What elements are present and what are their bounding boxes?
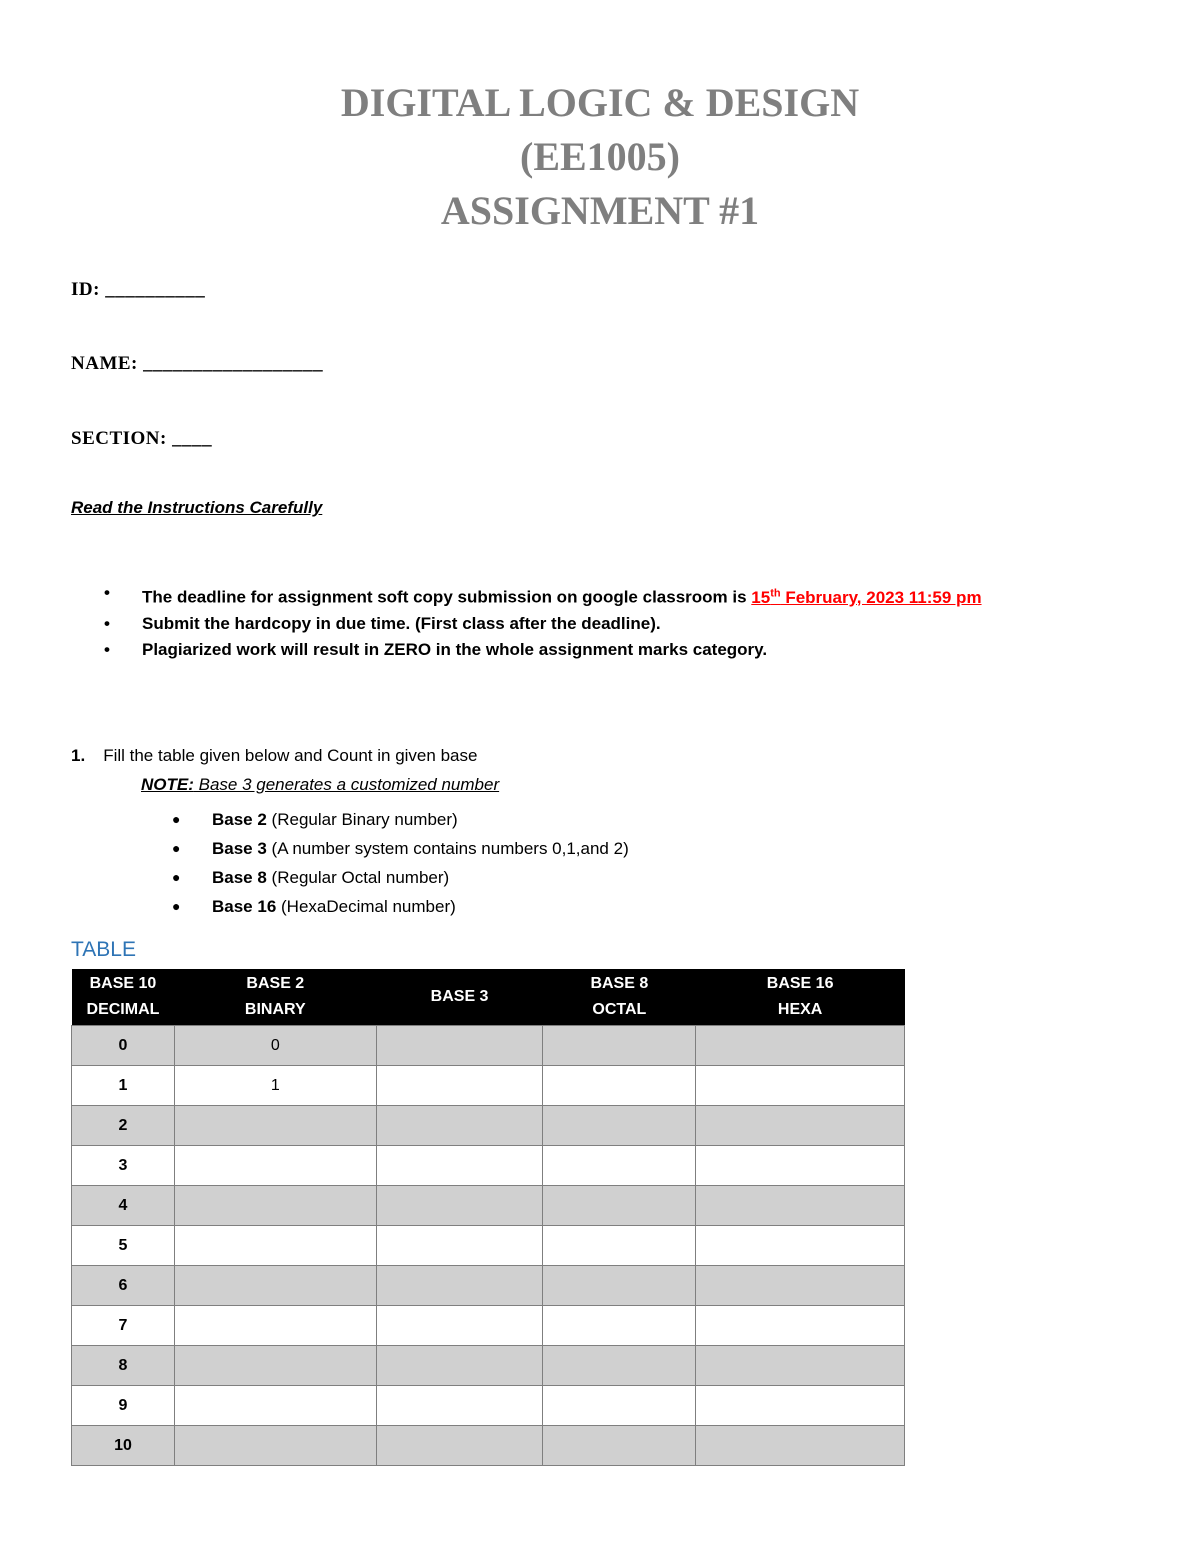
answer-cell[interactable] xyxy=(696,1026,905,1066)
answer-cell[interactable] xyxy=(376,1066,543,1106)
decimal-cell: 9 xyxy=(72,1386,175,1426)
answer-cell[interactable] xyxy=(174,1426,376,1466)
answer-cell[interactable] xyxy=(696,1426,905,1466)
deadline-ordinal: th xyxy=(770,587,781,599)
base-name: Base 8 xyxy=(212,868,267,887)
answer-cell[interactable] xyxy=(376,1386,543,1426)
decimal-cell: 4 xyxy=(72,1186,175,1226)
answer-cell[interactable] xyxy=(543,1266,696,1306)
answer-cell[interactable] xyxy=(543,1066,696,1106)
question-text: Fill the table given below and Count in given base xyxy=(103,746,478,765)
header-base8: BASE 8 OCTAL xyxy=(543,969,696,1026)
answer-cell[interactable] xyxy=(543,1186,696,1226)
answer-cell[interactable] xyxy=(376,1306,543,1346)
answer-cell[interactable] xyxy=(376,1026,543,1066)
section-field: SECTION: ____ xyxy=(71,428,213,449)
title-assignment: ASSIGNMENT #1 xyxy=(440,188,760,233)
answer-cell[interactable] xyxy=(543,1026,696,1066)
base-desc: (HexaDecimal number) xyxy=(276,897,456,916)
answer-cell[interactable] xyxy=(543,1306,696,1346)
base-conversion-table xyxy=(71,969,905,1466)
base-item xyxy=(172,892,629,921)
instruction-hardcopy xyxy=(104,611,982,637)
answer-cell[interactable] xyxy=(174,1226,376,1266)
table-header-row xyxy=(72,969,905,1026)
title-course: DIGITAL LOGIC & DESIGN xyxy=(340,80,860,125)
bullet-icon: • xyxy=(104,639,110,659)
answer-cell[interactable] xyxy=(376,1226,543,1266)
answer-cell[interactable] xyxy=(543,1346,696,1386)
base-desc: (A number system contains numbers 0,1,and 2) xyxy=(266,839,629,858)
bullet-icon: ● xyxy=(172,898,181,914)
answer-cell[interactable] xyxy=(174,1186,376,1226)
decimal-cell: 8 xyxy=(72,1346,175,1386)
bullet-icon: ● xyxy=(172,811,181,827)
answer-cell[interactable] xyxy=(376,1266,543,1306)
decimal-cell: 7 xyxy=(72,1306,175,1346)
base-list xyxy=(172,805,629,921)
answer-cell[interactable] xyxy=(376,1346,543,1386)
table-row xyxy=(72,1106,905,1146)
answer-cell[interactable] xyxy=(376,1186,543,1226)
note-text: Base 3 generates a customized number xyxy=(193,775,500,794)
table-row xyxy=(72,1426,905,1466)
decimal-cell: 1 xyxy=(72,1066,175,1106)
plagiarism-text: Plagiarized work will result in ZERO in the whole assignment marks category. xyxy=(142,639,768,659)
table-row xyxy=(72,1386,905,1426)
answer-cell[interactable] xyxy=(174,1306,376,1346)
answer-cell[interactable] xyxy=(696,1266,905,1306)
table-row xyxy=(72,1066,905,1106)
answer-cell[interactable] xyxy=(696,1066,905,1106)
instruction-deadline xyxy=(104,580,982,611)
answer-cell[interactable] xyxy=(543,1106,696,1146)
answer-cell[interactable]: 1 xyxy=(174,1066,376,1106)
header-base16: BASE 16 HEXA xyxy=(696,969,905,1026)
title-code: (EE1005) xyxy=(520,134,680,179)
decimal-cell: 2 xyxy=(72,1106,175,1146)
answer-cell[interactable] xyxy=(174,1386,376,1426)
bullet-icon: ● xyxy=(172,840,181,856)
decimal-cell: 3 xyxy=(72,1146,175,1186)
decimal-cell: 5 xyxy=(72,1226,175,1266)
name-field: NAME: __________________ xyxy=(71,353,324,374)
base-item xyxy=(172,805,629,834)
decimal-cell: 0 xyxy=(72,1026,175,1066)
instruction-plagiarism xyxy=(104,637,982,663)
bullet-icon: ● xyxy=(172,869,181,885)
answer-cell[interactable] xyxy=(174,1106,376,1146)
deadline-text: The deadline for assignment soft copy submission on google classroom is xyxy=(142,587,752,607)
answer-cell[interactable] xyxy=(696,1146,905,1186)
deadline-month-time: February, 2023 11:59 pm xyxy=(780,587,982,607)
answer-cell[interactable] xyxy=(376,1106,543,1146)
answer-cell[interactable]: 0 xyxy=(174,1026,376,1066)
instructions-heading: Read the Instructions Carefully xyxy=(71,498,323,517)
answer-cell[interactable] xyxy=(543,1146,696,1186)
answer-cell[interactable] xyxy=(543,1226,696,1266)
id-field: ID: __________ xyxy=(71,279,206,300)
base-item xyxy=(172,863,629,892)
answer-cell[interactable] xyxy=(696,1106,905,1146)
table-caption: TABLE xyxy=(71,938,136,961)
bullet-icon: • xyxy=(104,583,110,602)
header-base3: BASE 3 xyxy=(376,969,543,1026)
header-base10: BASE 10 DECIMAL xyxy=(72,969,175,1026)
deadline-date xyxy=(751,588,981,607)
answer-cell[interactable] xyxy=(696,1306,905,1346)
answer-cell[interactable] xyxy=(696,1186,905,1226)
table-row xyxy=(72,1186,905,1226)
decimal-cell: 10 xyxy=(72,1426,175,1466)
answer-cell[interactable] xyxy=(376,1146,543,1186)
document-title xyxy=(0,76,1200,238)
note-label: NOTE: xyxy=(141,775,194,794)
question-1 xyxy=(71,746,477,766)
answer-cell[interactable] xyxy=(543,1426,696,1466)
question-number: 1. xyxy=(71,746,86,765)
hardcopy-text: Submit the hardcopy in due time. (First class after the deadline). xyxy=(142,613,661,633)
base-name: Base 3 xyxy=(212,839,267,858)
header-base2: BASE 2 BINARY xyxy=(174,969,376,1026)
question-note xyxy=(141,775,499,795)
table-row xyxy=(72,1226,905,1266)
base-item xyxy=(172,834,629,863)
answer-cell[interactable] xyxy=(696,1386,905,1426)
table-row xyxy=(72,1266,905,1306)
answer-cell[interactable] xyxy=(376,1426,543,1466)
base-desc: (Regular Octal number) xyxy=(266,868,450,887)
answer-cell[interactable] xyxy=(174,1266,376,1306)
answer-cell[interactable] xyxy=(696,1346,905,1386)
table-row xyxy=(72,1146,905,1186)
bullet-icon: • xyxy=(104,613,110,633)
decimal-cell: 6 xyxy=(72,1266,175,1306)
answer-cell[interactable] xyxy=(174,1346,376,1386)
base-desc: (Regular Binary number) xyxy=(266,810,458,829)
table-row xyxy=(72,1306,905,1346)
deadline-day: 15 xyxy=(751,587,771,607)
answer-cell[interactable] xyxy=(174,1146,376,1186)
base-name: Base 16 xyxy=(212,897,277,916)
answer-cell[interactable] xyxy=(696,1226,905,1266)
instructions-list xyxy=(104,580,982,663)
table-row xyxy=(72,1026,905,1066)
base-name: Base 2 xyxy=(212,810,267,829)
answer-cell[interactable] xyxy=(543,1386,696,1426)
table-row xyxy=(72,1346,905,1386)
